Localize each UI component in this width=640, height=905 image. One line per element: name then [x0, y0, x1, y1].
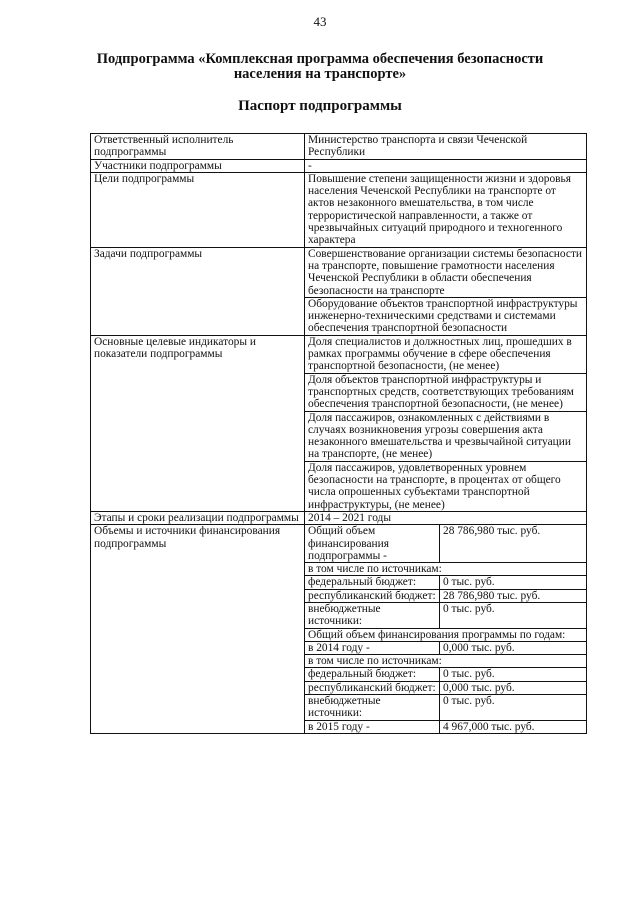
indicator-item: Доля объектов транспортной инфраструктуры и транспортных средств, соответствующих требованиям обеспечения транспортной безопасности, (не менее) [305, 373, 587, 411]
funding-label: Объемы и источники финансирования подпрограммы [91, 525, 305, 734]
passport-heading: Паспорт подпрограммы [238, 98, 402, 114]
funding-row [305, 668, 586, 681]
page-number: 43 [313, 14, 327, 29]
subprogram-title: Подпрограмма «Комплексная программа обеспечения безопасности населения на транспорте» [96, 51, 544, 82]
funding-row [305, 695, 586, 721]
participants-value: - [305, 159, 587, 172]
total-value: 28 786,980 тыс. руб. [440, 525, 587, 562]
by-years-label: Общий объем финансирования программы по годам: [305, 628, 586, 641]
passport-table [90, 133, 587, 734]
funding-table [305, 525, 586, 733]
total-label: Общий объем финансирования подпрограммы - [305, 525, 440, 562]
y2015-value: 4 967,000 тыс. руб. [440, 720, 587, 733]
row-stages [91, 511, 587, 524]
goals-label: Цели подпрограммы [91, 172, 305, 247]
federal-value: 0 тыс. руб. [440, 576, 587, 589]
federal2-value: 0 тыс. руб. [440, 668, 587, 681]
republic-value: 28 786,980 тыс. руб. [440, 589, 587, 602]
federal2-label: федеральный бюджет: [305, 668, 440, 681]
extra-value: 0 тыс. руб. [440, 602, 587, 628]
goals-value: Повышение степени защищенности жизни и здоровья населения Чеченской Республики на транспорте от актов незаконного вмешательства, в том числе террористической направленности, а также от чрезвычайных ситуаций природного и техногенного характера [305, 172, 587, 247]
y2014-label: в 2014 году - [305, 641, 440, 654]
republic2-label: республиканский бюджет: [305, 681, 440, 694]
y2015-label: в 2015 году - [305, 720, 440, 733]
funding-row [305, 576, 586, 589]
task-item: Совершенствование организации системы безопасности на транспорте, повышение грамотности населения Чеченской Республики в области обеспечения безопасности на транспорте [305, 247, 587, 297]
stages-label: Этапы и сроки реализации подпрограммы [91, 511, 305, 524]
participants-label: Участники подпрограммы [91, 159, 305, 172]
extra-label: внебюджетные источники: [305, 602, 440, 628]
indicator-item: Доля пассажиров, удовлетворенных уровнем безопасности на транспорте, в процентах от общего числа опрошенных субъектами транспортной инфраструктуры, (не менее) [305, 461, 587, 511]
row-funding [91, 525, 587, 734]
stages-value: 2014 – 2021 годы [305, 511, 587, 524]
executor-label: Ответственный исполнитель подпрограммы [91, 134, 305, 160]
row-executor [91, 134, 587, 160]
funding-row [305, 720, 586, 733]
row-participants [91, 159, 587, 172]
extra2-value: 0 тыс. руб. [440, 695, 587, 721]
republic-label: республиканский бюджет: [305, 589, 440, 602]
indicators-label: Основные целевые индикаторы и показатели подпрограммы [91, 335, 305, 511]
funding-row [305, 602, 586, 628]
funding-row [305, 681, 586, 694]
executor-value: Министерство транспорта и связи Чеченской Республики [305, 134, 587, 160]
funding-row [305, 563, 586, 576]
republic2-value: 0,000 тыс. руб. [440, 681, 587, 694]
sources-label: в том числе по источникам: [305, 563, 586, 576]
funding-row [305, 628, 586, 641]
row-tasks [91, 247, 587, 297]
extra2-label: внебюджетные источники: [305, 695, 440, 721]
funding-cell [305, 525, 587, 734]
y2014-value: 0,000 тыс. руб. [440, 641, 587, 654]
federal-label: федеральный бюджет: [305, 576, 440, 589]
row-indicators [91, 335, 587, 373]
funding-row [305, 655, 586, 668]
tasks-label: Задачи подпрограммы [91, 247, 305, 335]
funding-row [305, 641, 586, 654]
indicator-item: Доля специалистов и должностных лиц, прошедших в рамках программы обучение в сфере обеспечения транспортной безопасности, (не менее) [305, 335, 587, 373]
funding-row [305, 525, 586, 562]
sources2-label: в том числе по источникам: [305, 655, 586, 668]
task-item: Оборудование объектов транспортной инфраструктуры инженерно-техническими средствами и системами обеспечения транспортной безопасности [305, 297, 587, 335]
indicator-item: Доля пассажиров, ознакомленных с действиями в случаях возникновения угрозы совершения акта незаконного вмешательства и чрезвычайной ситуации на транспорте, (не менее) [305, 411, 587, 461]
funding-row [305, 589, 586, 602]
row-goals [91, 172, 587, 247]
